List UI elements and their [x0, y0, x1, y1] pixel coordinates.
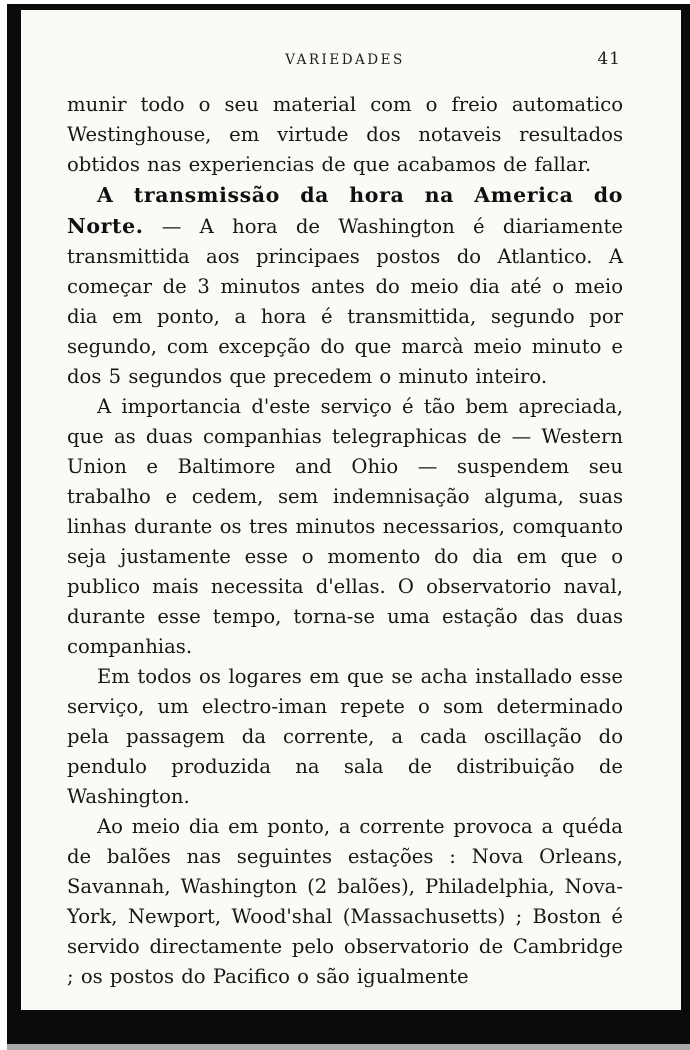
paragraph-electro-iman: Em todos os logares em que se acha installado esse serviço, um electro-iman repete o som determinado pela passagem da corrente, a cada oscillação do pendulo produzida na sala de distribuição de Washington. [67, 665, 623, 808]
section-title: A transmissão da hora na America do Norte. [67, 183, 623, 238]
page [21, 10, 681, 1010]
page-body [67, 90, 623, 992]
page-number: 41 [597, 49, 621, 69]
paragraph-transmission-text: — A hora de Washington é diariamente transmittida aos principaes postos do Atlantico. A começar de 3 minutos antes do meio dia até o meio dia em ponto, a hora é transmittida, segundo por segundo, com excepção do que marcà meio minuto e dos 5 segundos que precedem o minuto inteiro. [67, 215, 623, 388]
paragraph-continuation: munir todo o seu material com o freio automatico Westinghouse, em virtude dos notaveis resultados obtidos nas experiencias de que acabamos de fallar. [67, 93, 623, 176]
paragraph-transmission [67, 180, 623, 392]
running-title: VARIEDADES [285, 52, 405, 68]
scan-bottom-edge [7, 1044, 690, 1050]
paragraph-stations: Ao meio dia em ponto, a corrente provoca a quéda de balões nas seguintes estações : Nova Orleans, Savannah, Washington (2 balões), Philadelphia, Nova-York, Newport, Wood'shal (Massachusetts) ; Boston é servido directamente pelo observatorio de Cambridge ; os postos do Pacifico o são igualmente [67, 815, 623, 988]
page-header [67, 49, 623, 74]
paragraph-importance: A importancia d'este serviço é tão bem apreciada, que as duas companhias telegraphicas de — Western Union e Baltimore and Ohio — suspendem seu trabalho e cedem, sem indemnisação alguma, suas linhas durante os tres minutos necessarios, comquanto seja justamente esse o momento do dia em que o publico mais necessita d'ellas. O observatorio naval, durante esse tempo, torna-se uma estação das duas companhias. [67, 395, 623, 658]
